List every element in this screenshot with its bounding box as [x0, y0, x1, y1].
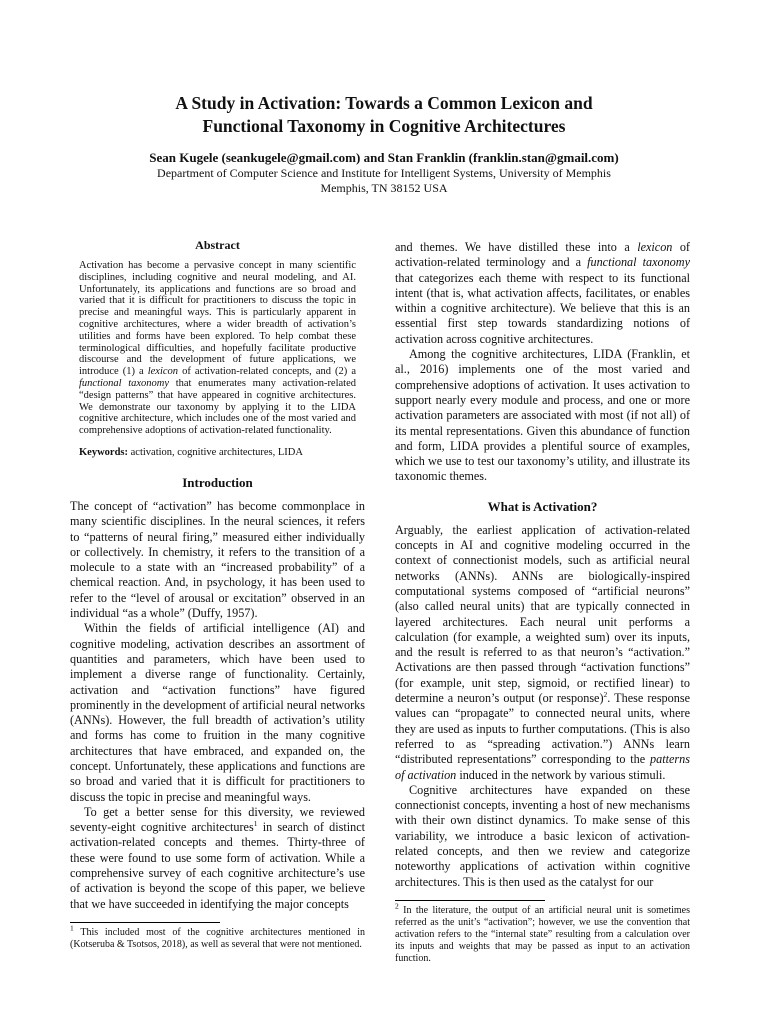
intro-paragraph-2: Within the fields of artificial intelligence (AI) and cognitive modeling, activation describes an assortment of quantities and parameters, which have been used to implement a diverse range of functionality. Certainly, activation and “activation functions” have figured prominently in the development of artificial neural networks (ANNs). However, the full breadth of activation’s utility and forms has come to fruition in the many cognitive architectures that have embraced, and expanded on, the concept. Unfortunately, these applications and functions are so broad and varied that it is difficult for practitioners to discuss the topic in precise and meaningful ways.	[70, 621, 365, 804]
affiliation-line-1: Department of Computer Science and Institute for Intelligent Systems, University of Memphis	[157, 166, 611, 180]
footnote-1	[70, 923, 365, 951]
activation-paragraph-1	[395, 523, 690, 783]
right-p1-em-lexicon: lexicon	[637, 240, 673, 254]
abstract-text-c: that enumerates many activation-related “design patterns” that have appeared in cognitive architectures. We demonstrate our taxonomy by applying it to the LIDA cognitive architecture, which includes one of the most varied and comprehensive adoptions of activation-related functionality.	[79, 377, 357, 437]
intro-paragraph-1: The concept of “activation” has become commonplace in many scientific disciplines. In the neural sciences, it refers to “patterns of neural firing,” measured either individually or collectively. In chemistry, it refers to the transition of a molecule to a state with an “increased probability” of a chemical reaction. And, in psychology, it has been used to refer to the “level of arousal or excitation” observed in an individual “as a whole” (Duffy, 1957).	[70, 498, 365, 621]
act-p1-a: Arguably, the earliest application of activation-related concepts in AI and cognitive modeling occurred in the context of connectionist models, such as artificial neural networks (ANNs). ANNs are biologically-inspired computational systems composed of “artificial neurons” (also called neural units) that are typically connected in layered architectures. Each neural unit performs a calculation (for example, a weighted sum) over its inputs, and the result is referred to as that neuron’s “activation.” Activations are then passed through “activation functions” (for example, unit step, sigmoid, or rectified linear) to determine a neuron’s output (or response)	[395, 522, 690, 706]
footnote-1-number: 1	[70, 923, 74, 933]
paper-title	[0, 92, 768, 138]
keywords-list: activation, cognitive architectures, LIDA	[128, 446, 303, 458]
right-body	[395, 240, 690, 485]
intro-paragraph-3	[70, 805, 365, 912]
abstract-em-taxonomy: functional taxonomy	[79, 377, 170, 389]
abstract-text-b: of activation-related concepts, and (2) a	[178, 366, 356, 378]
right-column	[395, 240, 690, 965]
right-p1-a: and themes. We have distilled these into a	[395, 240, 638, 254]
footnote-2-number: 2	[395, 901, 399, 911]
abstract-em-lexicon: lexicon	[147, 366, 179, 378]
footnote-ref-2: 2	[603, 689, 608, 699]
title-line-2: Functional Taxonomy in Cognitive Architectures	[202, 116, 566, 136]
footnote-divider	[70, 922, 220, 923]
footnote-divider-2	[395, 900, 545, 901]
abstract-text	[79, 260, 356, 437]
activation-paragraph-2: Cognitive architectures have expanded on these connectionist concepts, inventing a host of new mechanisms with their own distinct dynamics. To make sense of this variability, we introduce a basic lexicon of activation-related concepts, and then we review and categorize noteworthy applications of activation within cognitive architectures. This is then used as the catalyst for our	[395, 782, 690, 889]
left-column	[70, 238, 365, 951]
footnote-1-text: This included most of the cognitive architectures mentioned in (Kotseruba & Tsotsos, 2018), as well as several that were not mentioned.	[70, 926, 365, 950]
authors: Sean Kugele (seankugele@gmail.com) and Stan Franklin (franklin.stan@gmail.com)	[149, 150, 619, 165]
footnote-ref-1: 1	[253, 819, 258, 829]
keywords	[79, 447, 356, 459]
right-p1-b: of activation-related terminology and a	[395, 240, 690, 270]
introduction-body	[70, 499, 365, 912]
activation-body	[395, 523, 690, 890]
title-line-1: A Study in Activation: Towards a Common Lexicon and	[175, 93, 593, 113]
affiliation	[0, 166, 768, 196]
right-p1-c: that categorizes each theme with respect to its functional intent (that is, what activation affects, facilitates, or enables within a cognitive architecture). We believe that this is an essential first step towards standardizing notions of activation across cognitive architectures.	[395, 270, 690, 346]
act-p1-b: . These response values can “propagate” to connected neural units, where they are used as inputs to further computations. (This is also referred to as “spreading activation.”) ANNs learn “distributed representations” corresponding to the	[395, 691, 690, 767]
affiliation-line-2: Memphis, TN 38152 USA	[320, 181, 448, 195]
right-paragraph-1	[395, 240, 690, 347]
act-p1-c: induced in the network by various stimuli.	[456, 767, 666, 782]
intro-p3-b: in search of distinct activation-related concepts and themes. Thirty-three of these were found to use some form of activation. While a comprehensive survey of each cognitive architecture’s use of activation is beyond the scope of this paper, we believe that we have succeeded in identifying the major concepts	[70, 820, 366, 911]
act-p1-em: patterns of activation	[395, 752, 690, 782]
what-is-activation-heading: What is Activation?	[487, 498, 598, 514]
abstract-heading: Abstract	[195, 238, 240, 252]
abstract-text-a: Activation has become a pervasive concept in many scientific disciplines, including cognitive and neural modeling, and AI. Unfortunately, its applications and functions are so broad and varied that it is difficult for practitioners to discuss the topic in precise and meaningful ways. This is particularly apparent in cognitive architectures, where a wider breadth of activation’s utilities and forms have been explored. To help combat these terminological difficulties, and hopefully facilitate productive discourse and the development of future applications, we introduce (1) a	[79, 260, 356, 378]
right-p1-em-taxonomy: functional taxonomy	[587, 255, 690, 270]
intro-p3-a: To get a better sense for this diversity, we reviewed seventy-eight cognitive architectures	[70, 804, 365, 835]
footnote-2-text: In the literature, the output of an artificial neural unit is sometimes referred as the unit’s “activation”; however, we use the convention that activation refers to the “internal state” resulting from a calculation over its inputs and weights that may be passed as input to an activation function.	[395, 904, 690, 964]
right-paragraph-2: Among the cognitive architectures, LIDA (Franklin, et al., 2016) implements one of the most varied and comprehensive adoptions of activation. It uses activation to support nearly every module and process, and one or more activation parameters are associated with most (if not all) of its mental representations. Given this abundance of function and form, LIDA provides a plentiful source of examples, which we use to test our taxonomy’s utility, and illustrate its taxonomic themes.	[395, 347, 690, 484]
introduction-heading: Introduction	[182, 474, 253, 490]
keywords-label: Keywords:	[79, 446, 128, 458]
footnote-2	[395, 901, 690, 965]
